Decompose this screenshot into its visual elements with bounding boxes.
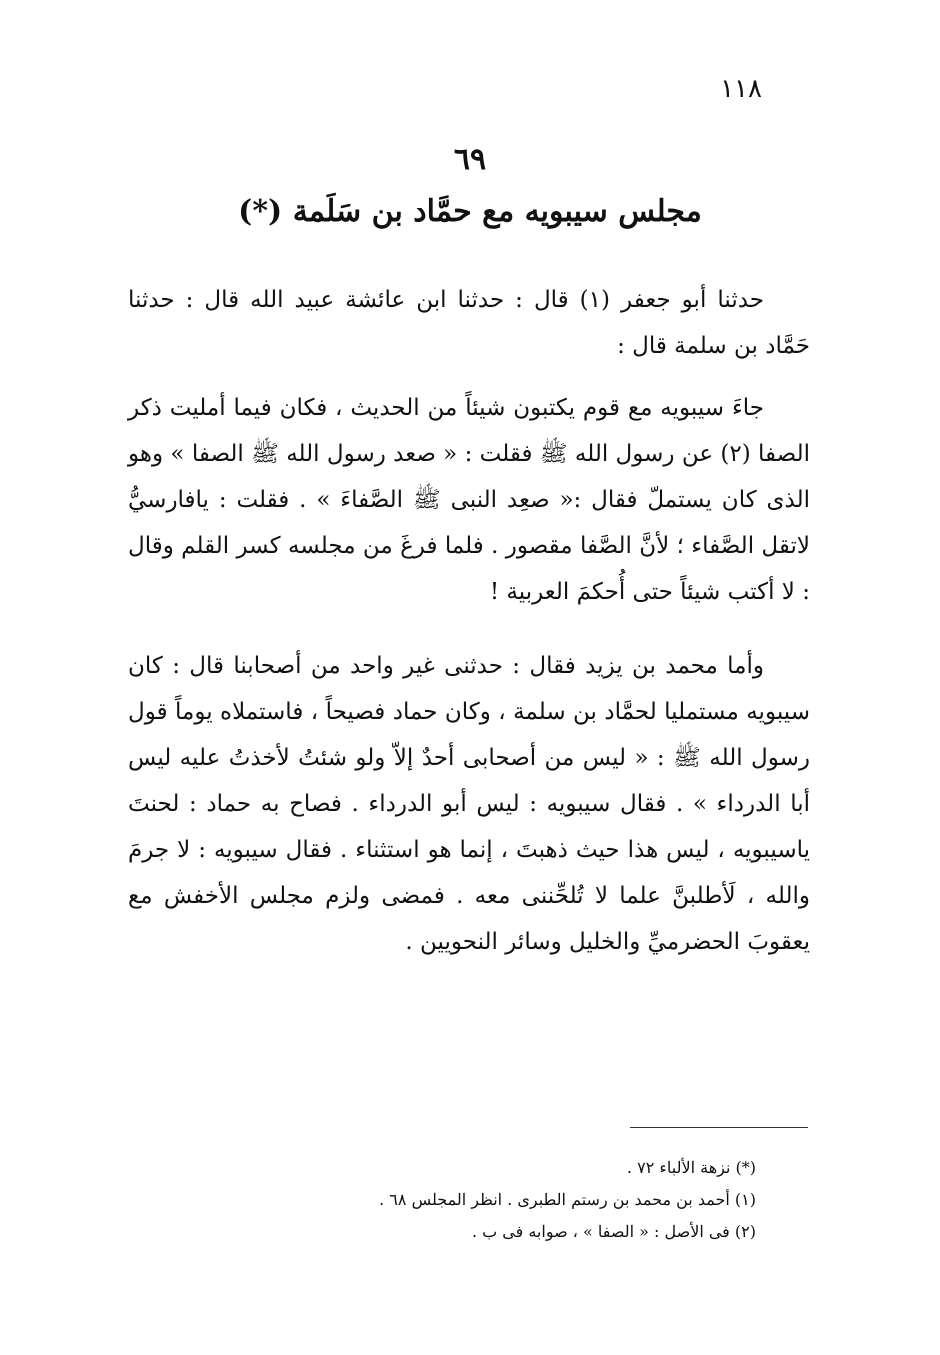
footnote-item: (٢) فى الأصل : « الصفا » ، صوابه فى ب . xyxy=(471,1222,756,1241)
footnote-item: (١) أحمد بن محمد بن رستم الطبرى . انظر المجلس ٦٨ . xyxy=(379,1190,756,1209)
footnote-divider xyxy=(630,1127,808,1128)
paragraph-isnad: حدثنا أبو جعفر (١) قال : حدثنا ابن عائشة عبيد الله قال : حدثنا حَمَّاد بن سلمة قال : xyxy=(128,287,810,359)
footnotes xyxy=(136,1152,756,1248)
paragraph-story-second: وأما محمد بن يزيد فقال : حدثنى غير واحد من أصحابنا قال : كان سيبويه مستمليا لحمَّاد بن سلمة ، وكان حماد فصيحاً ، فاستملاه يوماً قول رسول الله ﷺ : « ليس من أصحابى أحدٌ إلاّ ولو شئتُ لأخذتُ عليه ليس أبا الدرداء » . فقال سيبويه : ليس أبو الدرداء . فصاح به حماد : لحنتَ ياسيبويه ، ليس هذا حيث ذهبتَ ، إنما هو استثناء . فقال سيبويه : لا جرمَ والله ، لَأطلبنَّ علما لا تُلحِّننى معه . فمضى ولزم مجلس الأخفش مع يعقوبَ الحضرميِّ والخليل وسائر النحويين . xyxy=(128,653,811,955)
paragraph-story: جاءَ سيبويه مع قوم يكتبون شيئاً من الحديث ، فكان فيما أمليت ذكر الصفا (٢) عن رسول الله ﷺ فقلت : « صعد رسول الله ﷺ الصفا » وهو الذى كان يستملّ فقال :« صعِد النبى ﷺ الصَّفاءَ » . فقلت : يافارسيُّ لاتقل الصَّفاء ؛ لأنَّ الصَّفا مقصور . فلما فرغَ من مجلسه كسر القلم وقال : لا أكتب شيئاً حتى أُحكمَ العربية ! xyxy=(128,395,810,605)
majlis-title: مجلس سيبويه مع حمَّاد بن سَلَمة (*) xyxy=(238,194,702,229)
majlis-number: ٦٩ xyxy=(453,142,487,177)
footnote-item: (*) نزهة الألباء ٧٢ . xyxy=(626,1158,756,1177)
page-number: ١١٨ xyxy=(720,74,762,104)
majlis-header xyxy=(0,140,940,234)
